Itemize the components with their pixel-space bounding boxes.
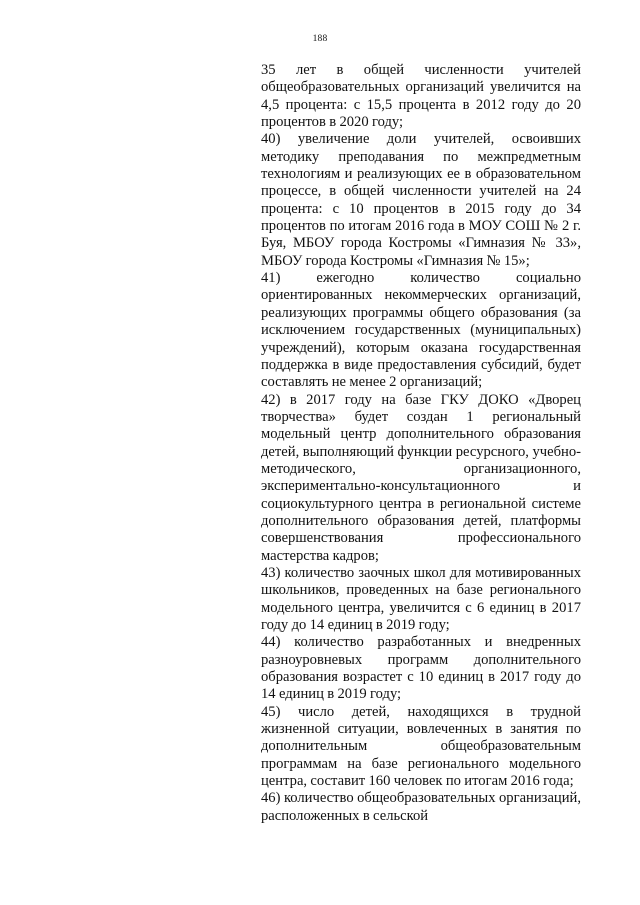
paragraph-item-42: 42) в 2017 году на базе ГКУ ДОКО «Дворец творчества» будет создан 1 региональный модельный центр дополнительного образования детей, выполняющий функции ресурсного, учебно-методического, организационного, экспериментально-консультационного и социокультурного центра в региональной системе дополнительного образования детей, платформы совершенствования профессионального мастерства кадров;: [261, 391, 581, 564]
paragraph-item-45: 45) число детей, находящихся в трудной жизненной ситуации, вовлеченных в занятия по дополнительным общеобразовательным программам на базе регионального модельного центра, составит 160 человек по итогам 2016 года;: [261, 703, 581, 790]
paragraph-item-43: 43) количество заочных школ для мотивированных школьников, проведенных на базе регионального модельного центра, увеличится с 6 единиц в 2017 году до 14 единиц в 2019 году;: [261, 564, 581, 633]
document-body: [261, 62, 581, 825]
page-number: 188: [312, 34, 328, 44]
paragraph-item-40: 40) увеличение доли учителей, освоивших методику преподавания по межпредметным технологиям и реализующих ее в образовательном процессе, в общей численности учителей на 24 процента: с 10 процентов в 2015 году до 34 процентов по итогам 2016 года в МОУ СОШ № 2 г. Буя, МБОУ города Костромы «Гимназия № 33», МБОУ города Костромы «Гимназия № 15»;: [261, 131, 581, 269]
paragraph-item-44: 44) количество разработанных и внедренных разноуровневых программ дополнительного образования возрастет с 10 единиц в 2017 году до 14 единиц в 2019 году;: [261, 634, 581, 703]
paragraph-item-46: 46) количество общеобразовательных организаций, расположенных в сельской: [261, 790, 581, 824]
paragraph-item-39-continuation: 35 лет в общей численности учителей общеобразовательных организаций увеличится на 4,5 процента: с 15,5 процента в 2012 году до 20 процентов в 2020 году;: [261, 62, 581, 131]
paragraph-item-41: 41) ежегодно количество социально ориентированных некоммерческих организаций, реализующих программы общего образования (за исключением государственных (муниципальных) учреждений), которым оказана государственная поддержка в виде предоставления субсидий, будет составлять не менее 2 организаций;: [261, 270, 581, 391]
